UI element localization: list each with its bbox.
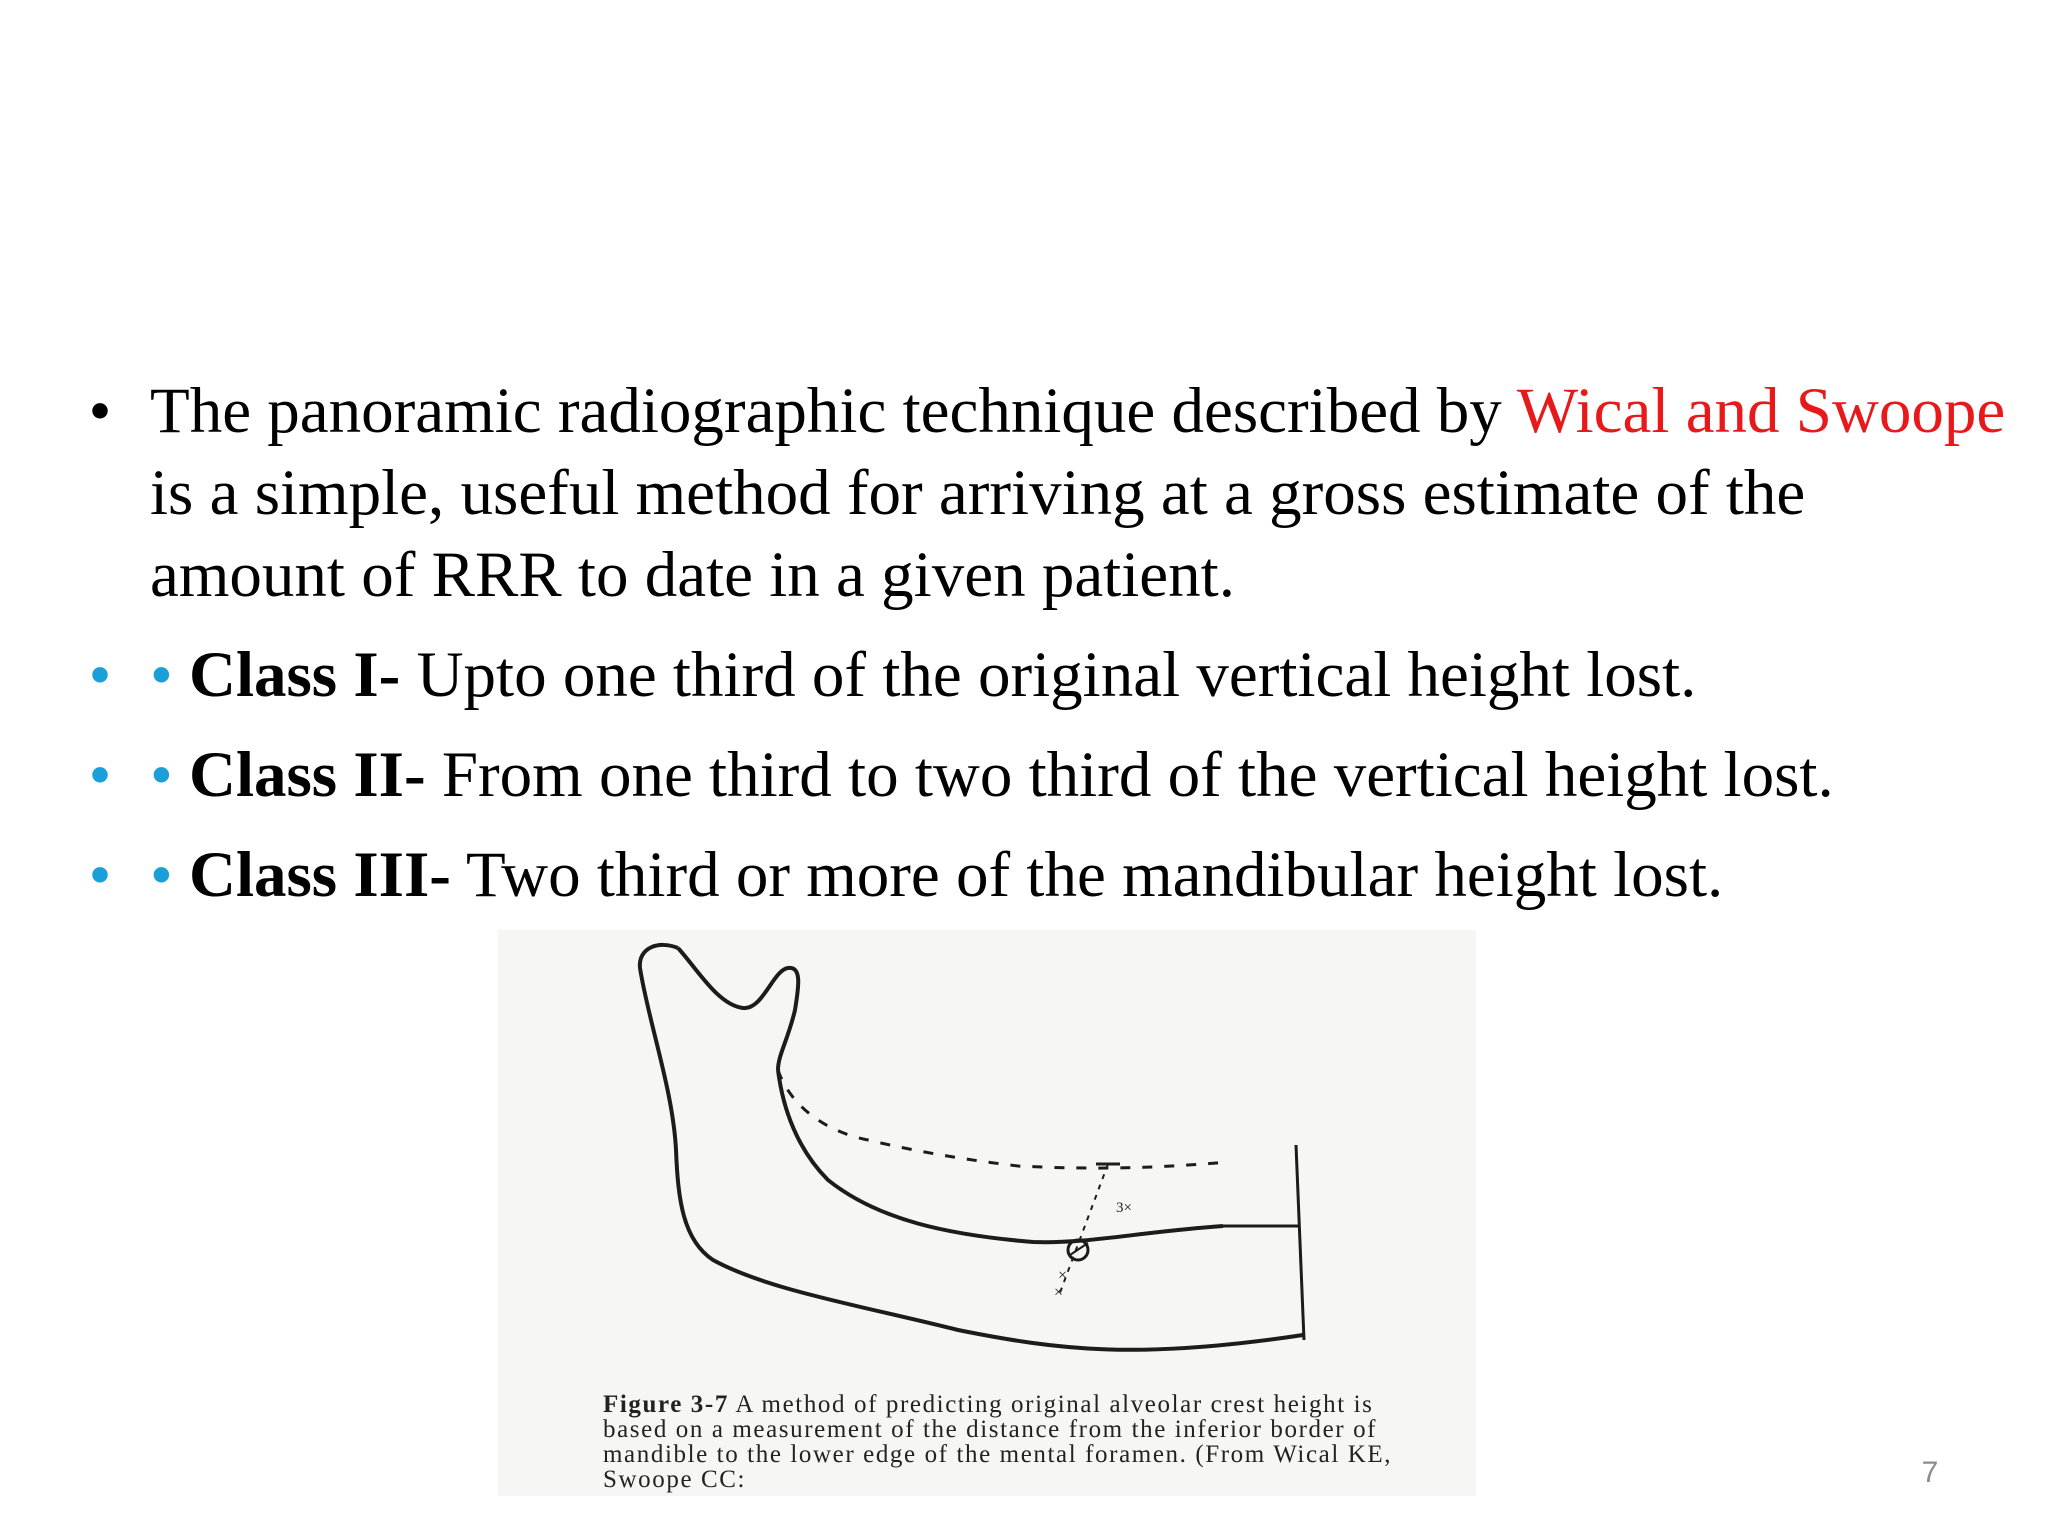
caption-text: A method of predicting original alveolar crest height is based on a measurement of the distance from the inferior border of mandible to the lower edge of the mental foramen. (From Wical KE, Swoope CC:	[603, 1391, 1393, 1493]
class-text: From one third to two third of the vertical height lost.	[425, 739, 1834, 811]
intro-text-before: The panoramic radiographic technique described by	[150, 375, 1517, 447]
sub-dot: •	[150, 839, 173, 911]
bullet-intro	[70, 370, 2010, 616]
bullet-list	[70, 370, 2010, 916]
bullet-marker: •	[88, 739, 112, 811]
class-text: Upto one third of the original vertical height lost.	[400, 639, 1697, 711]
page-number: 7	[1921, 1456, 1939, 1489]
original-crest-dashed	[778, 1070, 1228, 1168]
label-x-2: ×	[1054, 1284, 1064, 1301]
intro-authors: Wical and Swoope	[1516, 375, 2006, 447]
class-label: Class II-	[189, 739, 426, 811]
label-x-1: ×	[1058, 1267, 1068, 1284]
label-3x: 3×	[1116, 1200, 1132, 1216]
bullet-class-1	[70, 634, 2010, 716]
bullet-class-3	[70, 834, 2010, 916]
mandible-figure	[498, 930, 1476, 1496]
class-label: Class I-	[189, 639, 401, 711]
sub-dot: •	[150, 639, 173, 711]
bullet-marker: •	[88, 375, 112, 447]
sub-dot: •	[150, 739, 173, 811]
coronoid-outline	[678, 948, 798, 1070]
class-label: Class III-	[189, 839, 451, 911]
bullet-class-2	[70, 734, 2010, 816]
midline	[1296, 1145, 1304, 1340]
caption-label: Figure 3-7	[603, 1391, 729, 1418]
class-text: Two third or more of the mandibular height lost.	[450, 839, 1724, 911]
bullet-marker: •	[88, 839, 112, 911]
figure-caption	[603, 1392, 1433, 1492]
intro-text-after: is a simple, useful method for arriving at a gross estimate of the amount of RRR to date in a given patient.	[150, 457, 1806, 611]
residual-ridge	[778, 1070, 1223, 1242]
bullet-marker: •	[88, 639, 112, 711]
